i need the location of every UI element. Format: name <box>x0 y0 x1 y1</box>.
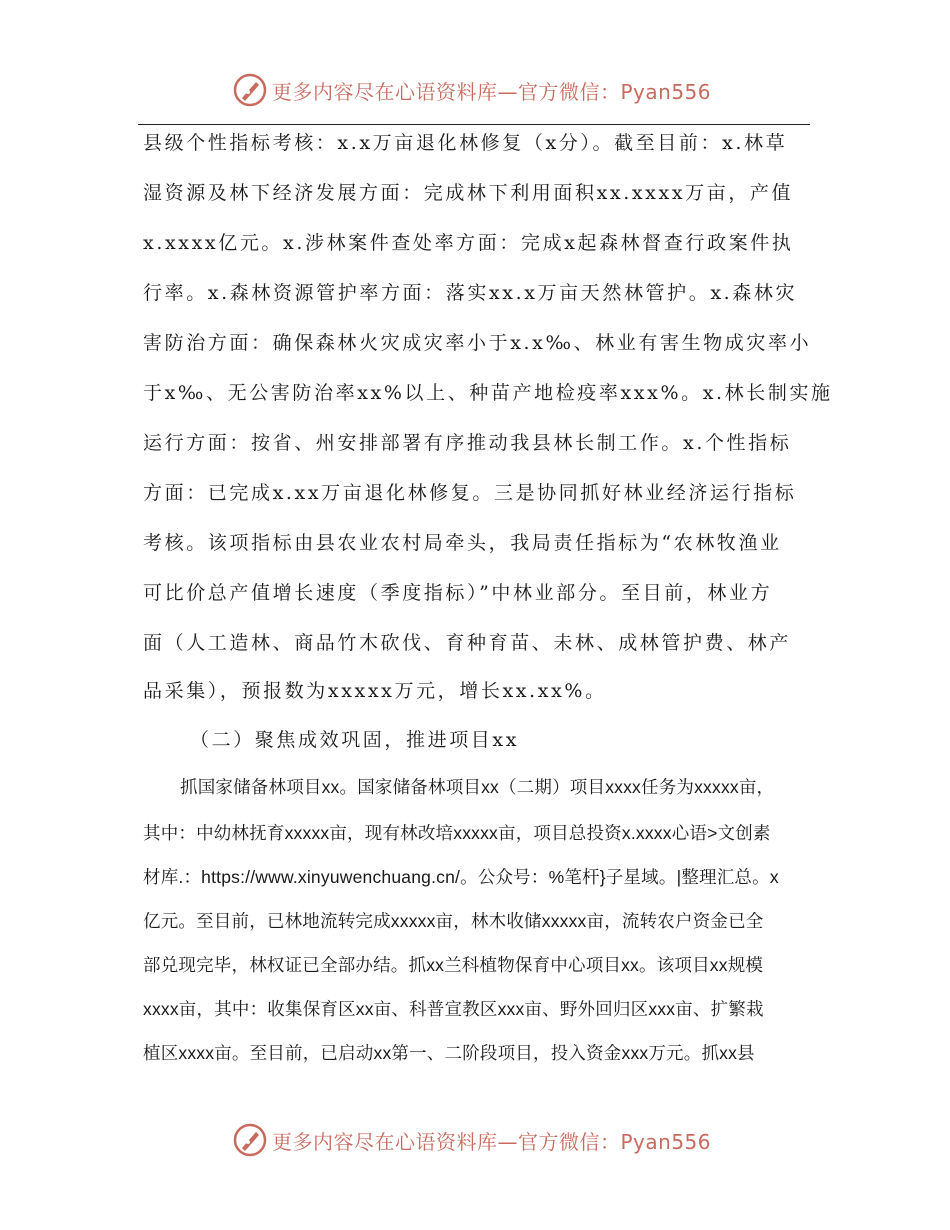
pen-seal-icon <box>232 72 268 108</box>
text-line: 害防治方面：确保森林火灾成灾率小于x.x‰、林业有害生物成灾率小 <box>143 332 812 354</box>
text-line: 其中：中幼林抚育xxxxx亩，现有林改培xxxxx亩，项目总投资x.xxxx心语>文创素 <box>143 823 771 843</box>
text-line: 抓国家储备林项目xx。国家储备林项目xx（二期）项目xxxx任务为xxxxx亩， <box>180 777 775 797</box>
text-line: 县级个性指标考核：x.x万亩退化林修复（x分）。截至目前：x.林草 <box>143 132 788 154</box>
text-line: 材库.：https://www.xinyuwenchuang.cn/。公众号：%笔杆}子星域。|整理汇总。x <box>143 867 779 887</box>
text-line: 品采集），预报数为xxxxx万元，增长xx.xx%。 <box>143 680 607 702</box>
footer-banner <box>0 1120 950 1160</box>
text-line: 行率。x.森林资源管护率方面：落实xx.x万亩天然林管护。x.森林灾 <box>143 282 798 304</box>
text-line: 面（人工造林、商品竹木砍伐、育种育苗、未林、成林管护费、林产 <box>143 632 792 654</box>
text-line: 植区xxxx亩。至目前，已启动xx第一、二阶段项目，投入资金xxx万元。抓xx县 <box>143 1043 755 1063</box>
section-heading: （二）聚焦成效巩固，推进项目xx <box>190 729 520 751</box>
banner-text: 更多内容尽在心语资料库—官方微信：Pyan556 <box>272 80 712 104</box>
text-line: 方面：已完成x.xx万亩退化林修复。三是协同抓好林业经济运行指标 <box>143 482 797 504</box>
pen-seal-icon <box>232 1122 268 1158</box>
text-line: xxxx亩，其中：收集保育区xx亩、科普宣教区xxx亩、野外回归区xxx亩、扩繁栽 <box>143 999 764 1019</box>
banner-text: 更多内容尽在心语资料库—官方微信：Pyan556 <box>272 1130 712 1154</box>
text-line: 运行方面：按省、州安排部署有序推动我县林长制工作。x.个性指标 <box>143 432 792 454</box>
text-line: 部兑现完毕，林权证已全部办结。抓xx兰科植物保育中心项目xx。该项目xx规模 <box>143 955 764 975</box>
header-divider <box>138 124 810 125</box>
text-line: 亿元。至目前，已林地流转完成xxxxx亩，林木收储xxxxx亩，流转农户资金已全 <box>143 911 764 931</box>
text-line: 考核。该项指标由县农业农村局牵头，我局责任指标为“农林牧渔业 <box>143 532 782 554</box>
text-line: x.xxxx亿元。x.涉林案件查处率方面：完成x起森林督查行政案件执 <box>143 232 794 254</box>
text-line: 于x‰、无公害防治率xx%以上、种苗产地检疫率xxx%。x.林长制实施 <box>143 382 833 404</box>
header-banner <box>0 70 950 110</box>
text-line: 湿资源及林下经济发展方面：完成林下利用面积xx.xxxx万亩，产值 <box>143 182 794 204</box>
text-line: 可比价总产值增长速度（季度指标）”中林业部分。至目前，林业方 <box>143 582 773 604</box>
